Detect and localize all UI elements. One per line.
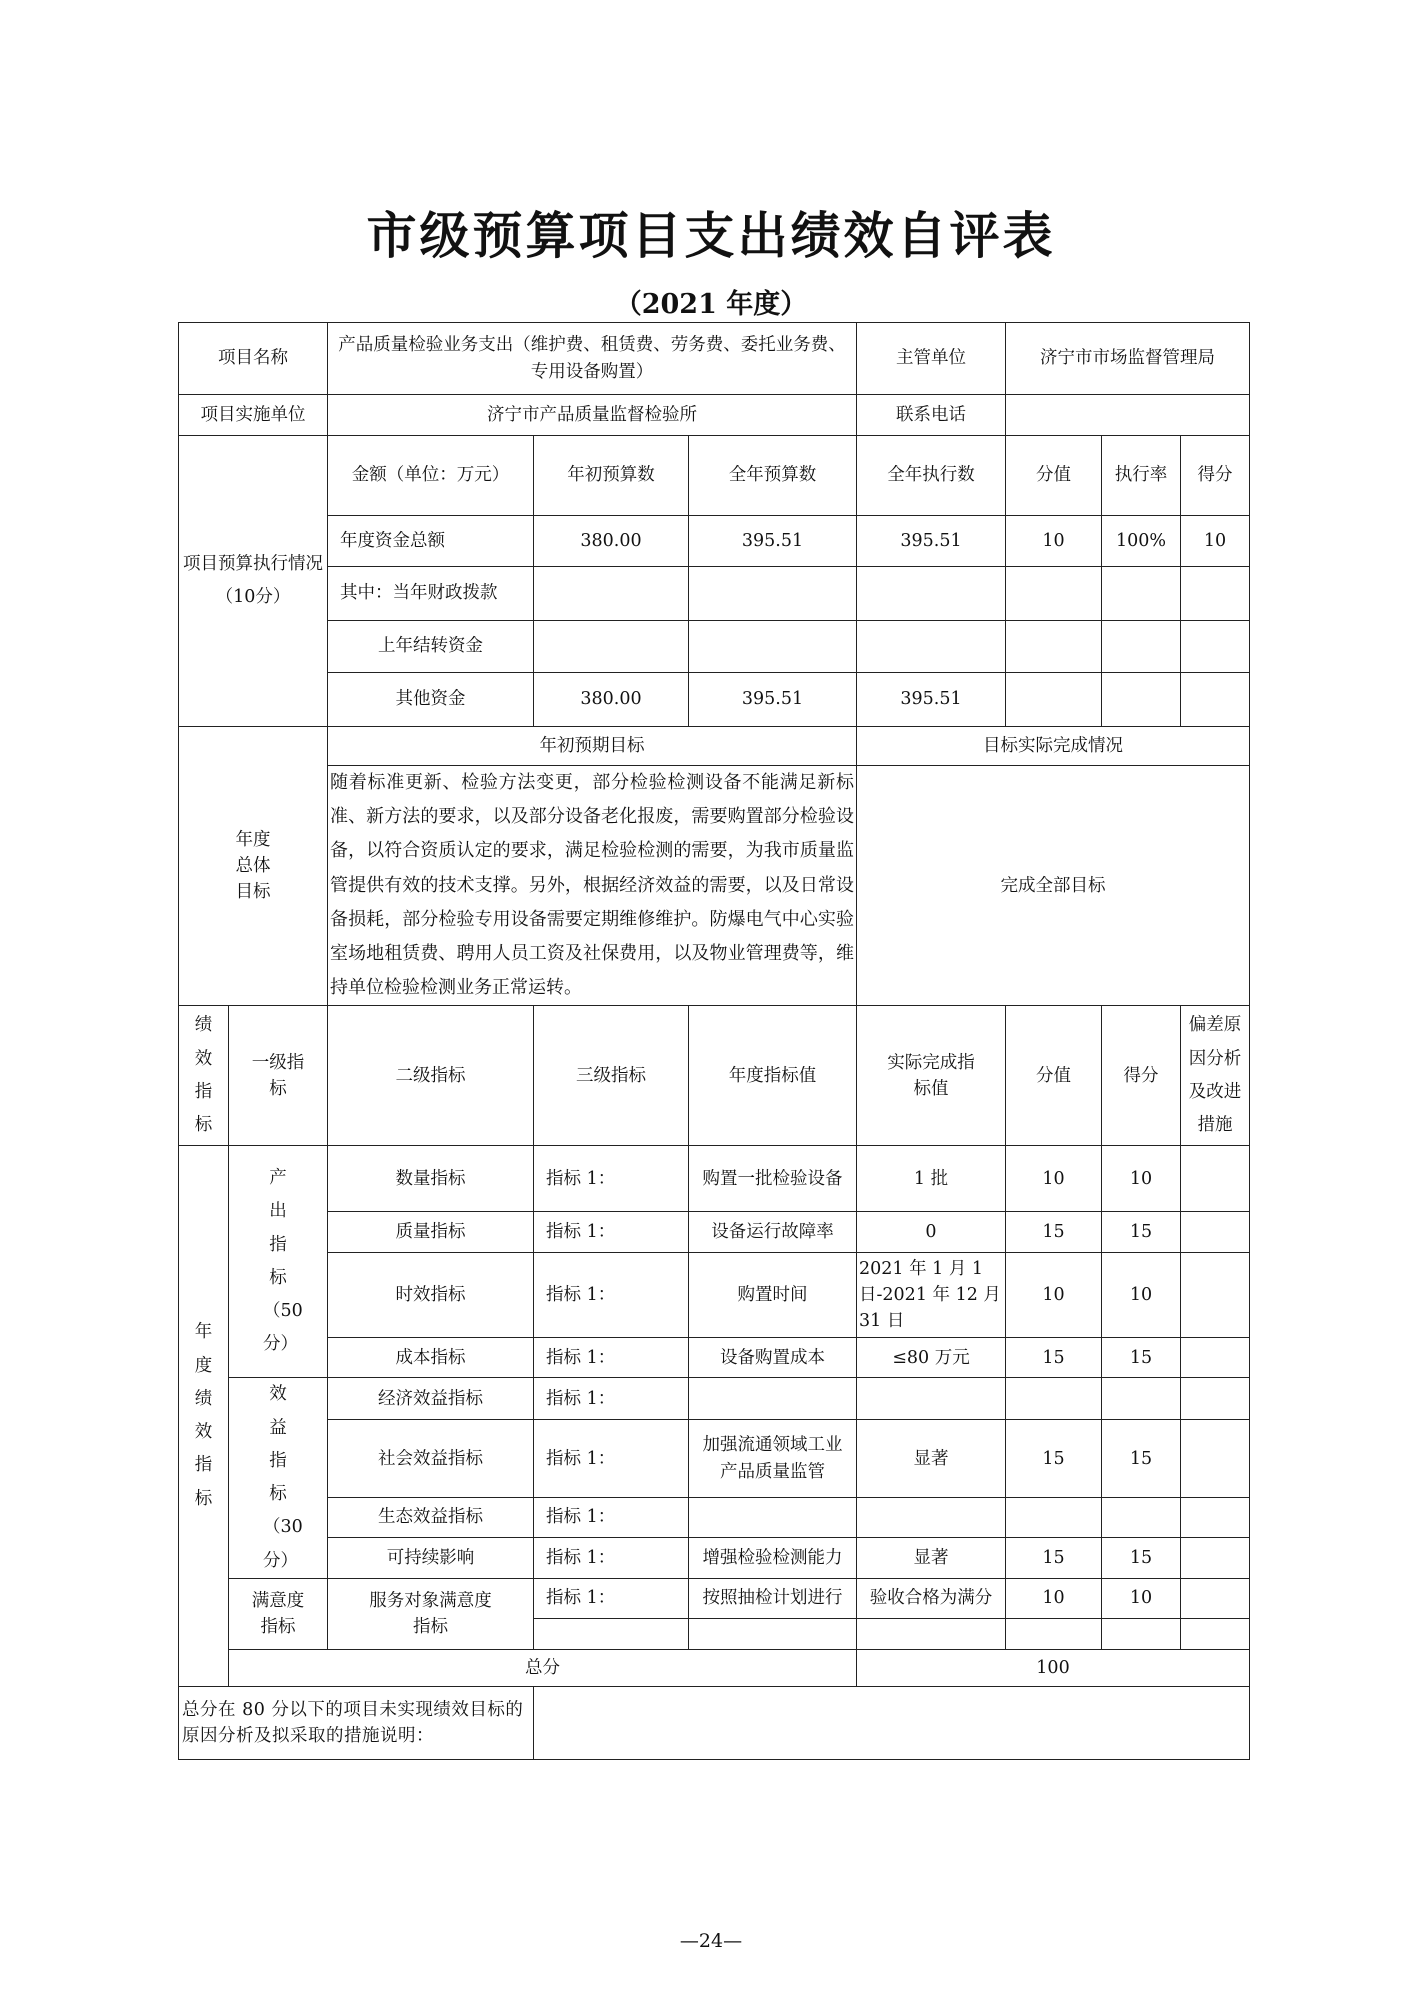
indicator-deviation [1181, 1497, 1250, 1537]
indicator-level3: 指标 1： [534, 1212, 689, 1253]
budget-section-label: 项目预算执行情况（10分） [179, 436, 328, 727]
indicator-deviation [1181, 1212, 1250, 1253]
impl-unit-value: 济宁市产品质量监督检验所 [328, 395, 857, 436]
indicator-value: 15 [1006, 1420, 1102, 1498]
indicator-score: 15 [1102, 1420, 1181, 1498]
empty-cell [689, 1618, 857, 1649]
ind-header-actual: 实际完成指标值 [857, 1006, 1006, 1146]
dept-value: 济宁市市场监督管理局 [1006, 323, 1250, 395]
indicator-level3: 指标 1： [534, 1420, 689, 1498]
budget-cell: 380.00 [534, 673, 689, 727]
indicator-value: 15 [1006, 1338, 1102, 1378]
indicator-actual: 1 批 [857, 1146, 1006, 1212]
indicator-level2: 经济效益指标 [328, 1378, 534, 1420]
budget-cell [534, 567, 689, 621]
empty-cell [857, 1618, 1006, 1649]
budget-cell [1181, 673, 1250, 727]
expected-goal-text: 随着标准更新、检验方法变更，部分检验检测设备不能满足新标准、新方法的要求，以及部分设备老化报废，需要购置部分检验设备，以符合资质认定的要求，满足检验检测的需要，为我市质量监管提供有效的技术支撑。另外，根据经济效益的需要，以及日常设备损耗，部分检验专用设备需要定期维修维护。防爆电气中心实验室场地租赁费、聘用人员工资及社保费用，以及物业管理费等，维持单位检验检测业务正常运转。 [328, 766, 857, 1006]
indicator-target: 加强流通领域工业产品质量监管 [689, 1420, 857, 1498]
indicator-level3: 指标 1： [534, 1537, 689, 1578]
indicator-level2: 成本指标 [328, 1338, 534, 1378]
indicator-score [1102, 1497, 1181, 1537]
ind-header-target: 年度指标值 [689, 1006, 857, 1146]
indicator-target: 设备购置成本 [689, 1338, 857, 1378]
indicator-level2: 服务对象满意度指标 [328, 1578, 534, 1649]
ind-header-level1: 一级指标 [229, 1006, 328, 1146]
indicator-level2: 质量指标 [328, 1212, 534, 1253]
impl-unit-label: 项目实施单位 [179, 395, 328, 436]
budget-cell [1102, 621, 1181, 673]
indicator-level3: 指标 1： [534, 1578, 689, 1618]
indicator-level3: 指标 1： [534, 1497, 689, 1537]
budget-cell [1006, 673, 1102, 727]
budget-cell [857, 567, 1006, 621]
indicator-target: 按照抽检计划进行 [689, 1578, 857, 1618]
budget-cell: 380.00 [534, 516, 689, 567]
actual-goal-text: 完成全部目标 [857, 766, 1250, 1006]
indicator-deviation [1181, 1338, 1250, 1378]
empty-cell [1102, 1618, 1181, 1649]
indicator-level2: 社会效益指标 [328, 1420, 534, 1498]
budget-cell [534, 621, 689, 673]
project-name-value: 产品质量检验业务支出（维护费、租赁费、劳务费、委托业务费、专用设备购置） [328, 323, 857, 395]
budget-row-label: 上年结转资金 [328, 621, 534, 673]
budget-cell [1006, 567, 1102, 621]
budget-row-label: 其中：当年财政拨款 [328, 567, 534, 621]
budget-cell: 395.51 [689, 516, 857, 567]
budget-cell [857, 621, 1006, 673]
ind-header-performance: 绩效指标 [179, 1006, 229, 1146]
budget-cell [1181, 567, 1250, 621]
col-score: 得分 [1181, 436, 1250, 516]
col-score-value: 分值 [1006, 436, 1102, 516]
indicator-target: 增强检验检测能力 [689, 1537, 857, 1578]
indicator-level2: 可持续影响 [328, 1537, 534, 1578]
document-year: （2021 年度） [614, 289, 808, 320]
annual-goal-label: 年度总体目标 [179, 727, 328, 1006]
budget-cell [1006, 621, 1102, 673]
indicator-deviation [1181, 1537, 1250, 1578]
indicator-score: 15 [1102, 1537, 1181, 1578]
indicator-deviation [1181, 1146, 1250, 1212]
ind-header-level3: 三级指标 [534, 1006, 689, 1146]
indicator-target [689, 1378, 857, 1420]
indicator-score [1102, 1378, 1181, 1420]
empty-cell [1006, 1618, 1102, 1649]
indicator-level2: 数量指标 [328, 1146, 534, 1212]
explanation-value [534, 1686, 1250, 1759]
indicator-deviation [1181, 1253, 1250, 1338]
indicator-value: 10 [1006, 1578, 1102, 1618]
col-exec-rate: 执行率 [1102, 436, 1181, 516]
indicator-value [1006, 1378, 1102, 1420]
budget-row-label: 年度资金总额 [328, 516, 534, 567]
budget-cell [1102, 567, 1181, 621]
indicator-actual: ≤80 万元 [857, 1338, 1006, 1378]
indicator-deviation [1181, 1378, 1250, 1420]
budget-cell [1181, 621, 1250, 673]
indicator-target: 设备运行故障率 [689, 1212, 857, 1253]
ind-header-deviation: 偏差原因分析及改进措施 [1181, 1006, 1250, 1146]
indicator-deviation [1181, 1420, 1250, 1498]
indicator-level3: 指标 1： [534, 1338, 689, 1378]
indicator-value [1006, 1497, 1102, 1537]
annual-indicators-label: 年度绩效指标 [179, 1146, 229, 1687]
expected-goal-header: 年初预期目标 [328, 727, 857, 766]
indicator-score: 10 [1102, 1146, 1181, 1212]
phone-value [1006, 395, 1250, 436]
budget-cell [689, 567, 857, 621]
indicator-score: 15 [1102, 1212, 1181, 1253]
document-title: 市级预算项目支出绩效自评表 [366, 207, 1056, 265]
budget-cell: 395.51 [857, 516, 1006, 567]
indicator-level3: 指标 1： [534, 1378, 689, 1420]
budget-cell: 395.51 [689, 673, 857, 727]
budget-cell: 100% [1102, 516, 1181, 567]
col-executed: 全年执行数 [857, 436, 1006, 516]
indicator-target: 购置时间 [689, 1253, 857, 1338]
indicator-target: 购置一批检验设备 [689, 1146, 857, 1212]
ind-header-level2: 二级指标 [328, 1006, 534, 1146]
indicator-level3: 指标 1： [534, 1253, 689, 1338]
total-value: 100 [857, 1649, 1250, 1686]
indicator-target [689, 1497, 857, 1537]
indicator-score: 10 [1102, 1578, 1181, 1618]
ind-header-score: 得分 [1102, 1006, 1181, 1146]
indicator-score: 10 [1102, 1253, 1181, 1338]
col-annual-budget: 全年预算数 [689, 436, 857, 516]
satisfaction-indicators-label: 满意度指标 [229, 1578, 328, 1649]
budget-cell [1102, 673, 1181, 727]
ind-header-value: 分值 [1006, 1006, 1102, 1146]
indicator-actual: 验收合格为满分 [857, 1578, 1006, 1618]
indicator-deviation [1181, 1578, 1250, 1618]
indicator-value: 10 [1006, 1253, 1102, 1338]
benefit-indicators-label: 效益指标（30分） [229, 1378, 328, 1579]
indicator-actual [857, 1497, 1006, 1537]
page-number: —24— [679, 1930, 743, 1952]
indicator-actual [857, 1378, 1006, 1420]
indicator-value: 15 [1006, 1537, 1102, 1578]
indicator-actual: 2021 年 1 月 1 日-2021 年 12 月 31 日 [857, 1253, 1006, 1338]
indicator-actual: 0 [857, 1212, 1006, 1253]
indicator-actual: 显著 [857, 1537, 1006, 1578]
budget-cell: 10 [1181, 516, 1250, 567]
amount-header: 金额（单位：万元） [328, 436, 534, 516]
performance-evaluation-table [178, 322, 1250, 1760]
indicator-actual: 显著 [857, 1420, 1006, 1498]
indicator-level2: 生态效益指标 [328, 1497, 534, 1537]
budget-cell: 10 [1006, 516, 1102, 567]
indicator-value: 15 [1006, 1212, 1102, 1253]
project-name-label: 项目名称 [179, 323, 328, 395]
empty-cell [534, 1618, 689, 1649]
actual-goal-header: 目标实际完成情况 [857, 727, 1250, 766]
indicator-level3: 指标 1： [534, 1146, 689, 1212]
explanation-label: 总分在 80 分以下的项目未实现绩效目标的原因分析及拟采取的措施说明： [179, 1686, 534, 1759]
phone-label: 联系电话 [857, 395, 1006, 436]
budget-cell [689, 621, 857, 673]
indicator-value: 10 [1006, 1146, 1102, 1212]
budget-cell: 395.51 [857, 673, 1006, 727]
indicator-level2: 时效指标 [328, 1253, 534, 1338]
empty-cell [1181, 1618, 1250, 1649]
col-initial-budget: 年初预算数 [534, 436, 689, 516]
output-indicators-label: 产出指标（50分） [229, 1146, 328, 1378]
budget-row-label: 其他资金 [328, 673, 534, 727]
dept-label: 主管单位 [857, 323, 1006, 395]
total-label: 总分 [229, 1649, 857, 1686]
indicator-score: 15 [1102, 1338, 1181, 1378]
